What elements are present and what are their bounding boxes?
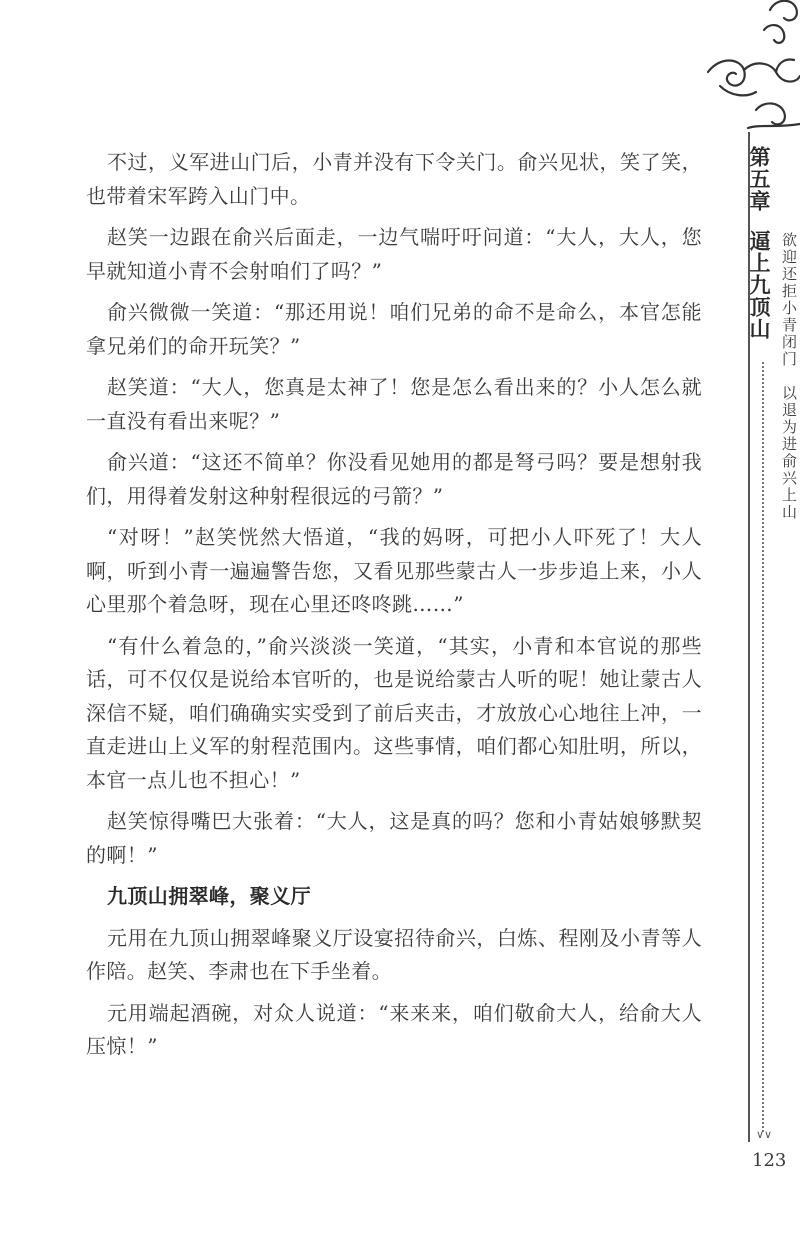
paragraph: 赵笑道：“大人，您真是太神了！您是怎么看出来的？小人怎么就一直没有看出来呢？” [86, 375, 702, 433]
dotted-leader [762, 362, 764, 1132]
cloud-ornament-icon [700, 0, 800, 150]
paragraph: “有什么着急的，”俞兴淡淡一笑道，“其实，小青和本官说的那些话，可不仅仅是说给本官听的，也是说给蒙古人听的呢！她让蒙古人深信不疑，咱们确确实实受到了前后夹击，才放放心心地往上冲，一直走进山上义军的射程范围内。这些事情，咱们都心知肚明，所以，本官一点儿也不担心！” [86, 633, 702, 792]
paragraph: 元用在九顶山拥翠峰聚义厅设宴招待俞兴，白炼、程刚及小青等人作陪。赵笑、李肃也在下手坐着。 [86, 925, 702, 983]
paragraph: 俞兴道：“这还不简单？你没看见她用的都是弩弓吗？要是想射我们，用得着发射这种射程很远的弓箭？” [86, 450, 702, 508]
chevron-down-icon: ∨∨ [756, 1128, 773, 1141]
page-number: 123 [752, 1150, 787, 1171]
chapter-title: 逼上九顶山 [747, 230, 772, 340]
paragraph: 不过，义军进山门后，小青并没有下令关门。俞兴见状，笑了笑，也带着宋军跨入山门中。 [86, 150, 702, 208]
chapter-subtitle: 欲迎还拒小青闭门 以退为进俞兴上山 [780, 232, 798, 521]
main-text [86, 146, 702, 1072]
chapter-label: 第五章 [747, 146, 772, 212]
paragraph: 赵笑惊得嘴巴大张着：“大人，这是真的吗？您和小青姑娘够默契的啊！” [86, 809, 702, 867]
paragraph: 赵笑一边跟在俞兴后面走，一边气喘吁吁问道：“大人，大人，您早就知道小青不会射咱们了吗？” [86, 225, 702, 283]
paragraph: “对呀！”赵笑恍然大悟道，“我的妈呀，可把小人吓死了！大人啊，听到小青一遍遍警告您，又看见那些蒙古人一步步追上来，小人心里那个着急呀，现在心里还咚咚跳……” [86, 525, 702, 616]
paragraph: 俞兴微微一笑道：“那还用说！咱们兄弟的命不是命么，本官怎能拿兄弟们的命开玩笑？” [86, 300, 702, 358]
section-heading: 九顶山拥翠峰，聚义厅 [107, 884, 311, 908]
paragraph: 元用端起酒碗，对众人说道：“来来来，咱们敬俞大人，给俞大人压惊！” [86, 1000, 702, 1058]
